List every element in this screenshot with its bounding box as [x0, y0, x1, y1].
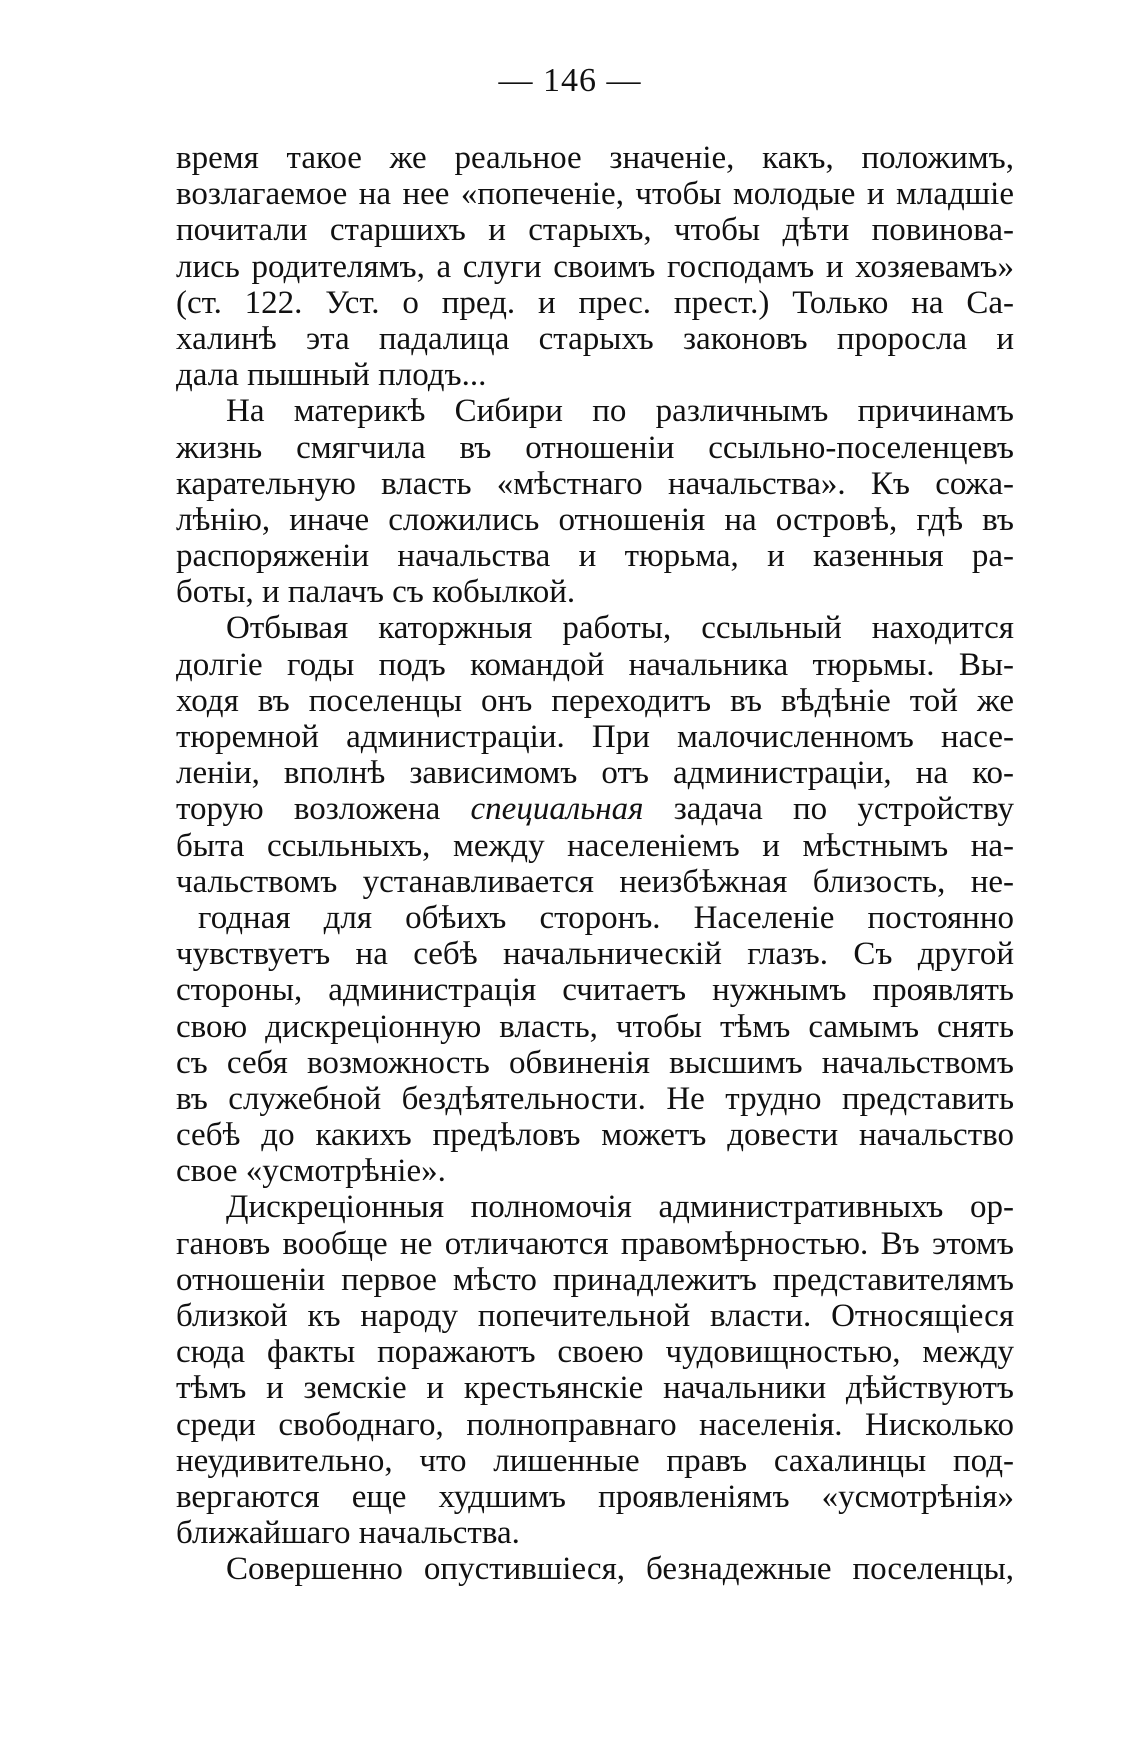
- text-line: тѣмъ и земскіе и крестьянскіе начальники дѣйствуютъ: [176, 1370, 1014, 1407]
- text-line: долгіе годы подъ командой начальника тюрьмы. Вы-: [176, 646, 1014, 683]
- text-line: вергаются еще худшимъ проявленіямъ «усмотрѣнія»: [176, 1478, 1014, 1515]
- paragraph: [176, 1189, 1014, 1551]
- text-line: отношеніи первое мѣсто принадлежитъ представителямъ: [176, 1261, 1014, 1298]
- text-line: сюда факты поражаютъ своею чудовищностью, между: [176, 1334, 1014, 1371]
- paragraph: [176, 393, 1014, 610]
- text-line: Отбывая каторжныя работы, ссыльный находится: [226, 610, 1014, 647]
- page-number: — 146 —: [498, 62, 642, 99]
- text-line: халинѣ эта падалица старыхъ законовъ проросла и: [176, 320, 1014, 357]
- text-line: себѣ до какихъ предѣловъ можетъ довести начальство: [176, 1117, 1014, 1154]
- text-line: дала пышный плодъ...: [176, 357, 487, 394]
- paragraph: [176, 140, 1014, 393]
- text-line: годная для обѣихъ сторонъ. Населеніе постоянно: [198, 899, 1014, 936]
- text-line: съ себя возможность обвиненія высшимъ начальствомъ: [176, 1044, 1014, 1081]
- text-line: гановъ вообще не отличаются правомѣрностью. Въ этомъ: [176, 1225, 1014, 1262]
- text-line: Совершенно опустившіеся, безнадежные поселенцы,: [226, 1551, 1014, 1588]
- text-line-with-emphasis: [176, 791, 1014, 827]
- text-line: чувствуетъ на себѣ начальническій глазъ. Съ другой: [176, 936, 1014, 973]
- text-line: лѣнію, иначе сложились отношенія на островѣ, гдѣ въ: [176, 501, 1014, 538]
- text-line: свою дискреціонную власть, чтобы тѣмъ самымъ снять: [176, 1008, 1014, 1045]
- text-line: леніи, вполнѣ зависимомъ отъ администраціи, на ко-: [176, 755, 1014, 792]
- text-line: стороны, администрація считаетъ нужнымъ проявлять: [176, 972, 1014, 1009]
- paragraph: [176, 610, 1014, 1189]
- text-line: распоряженіи начальства и тюрьма, и казенныя ра-: [176, 538, 1014, 575]
- text-line: неудивительно, что лишенные правъ сахалинцы под-: [176, 1442, 1014, 1479]
- text-line: карательную власть «мѣстнаго начальства». Къ сожа-: [176, 465, 1014, 502]
- text-line: ближайшаго начальства.: [176, 1515, 520, 1552]
- text-line: чальствомъ устанавливается неизбѣжная близость, не-: [176, 863, 1014, 900]
- text-line: На материкѣ Сибири по различнымъ причинамъ: [226, 393, 1014, 430]
- body-text: [176, 140, 1014, 1588]
- text-line: тюремной администраціи. При малочисленномъ насе-: [176, 719, 1014, 755]
- text-line: близкой къ народу попечительной власти. Относящіеся: [176, 1298, 1014, 1334]
- text-line: въ служебной бездѣятельности. Не трудно представить: [176, 1080, 1014, 1117]
- text-line: (ст. 122. Уст. о пред. и прес. прест.) Только на Са-: [176, 284, 1014, 321]
- text-line: лись родителямъ, а слуги своимъ господамъ и хозяевамъ»: [176, 248, 1014, 285]
- text-line: среди свободнаго, полноправнаго населенія. Нисколько: [176, 1406, 1014, 1443]
- text-segment: торую возложена: [176, 791, 441, 828]
- text-line: жизнь смягчила въ отношеніи ссыльно-поселенцевъ: [176, 429, 1014, 466]
- emphasized-word: специальная: [470, 791, 644, 828]
- text-line: возлагаемое на нее «попеченіе, чтобы молодые и младшіе: [176, 176, 1014, 213]
- text-line: Дискреціонныя полномочія административныхъ ор-: [226, 1189, 1014, 1226]
- text-line: быта ссыльныхъ, между населеніемъ и мѣстнымъ на-: [176, 827, 1014, 864]
- text-line: время такое же реальное значеніе, какъ, положимъ,: [176, 140, 1014, 176]
- text-line: боты, и палачъ съ кобылкой.: [176, 574, 576, 611]
- paragraph: [176, 1551, 1014, 1587]
- text-line: ходя въ поселенцы онъ переходитъ въ вѣдѣніе той же: [176, 682, 1014, 719]
- text-line: свое «усмотрѣніе».: [176, 1153, 446, 1190]
- text-line: почитали старшихъ и старыхъ, чтобы дѣти повинова-: [176, 212, 1014, 249]
- text-segment: задача по устройству: [673, 791, 1015, 828]
